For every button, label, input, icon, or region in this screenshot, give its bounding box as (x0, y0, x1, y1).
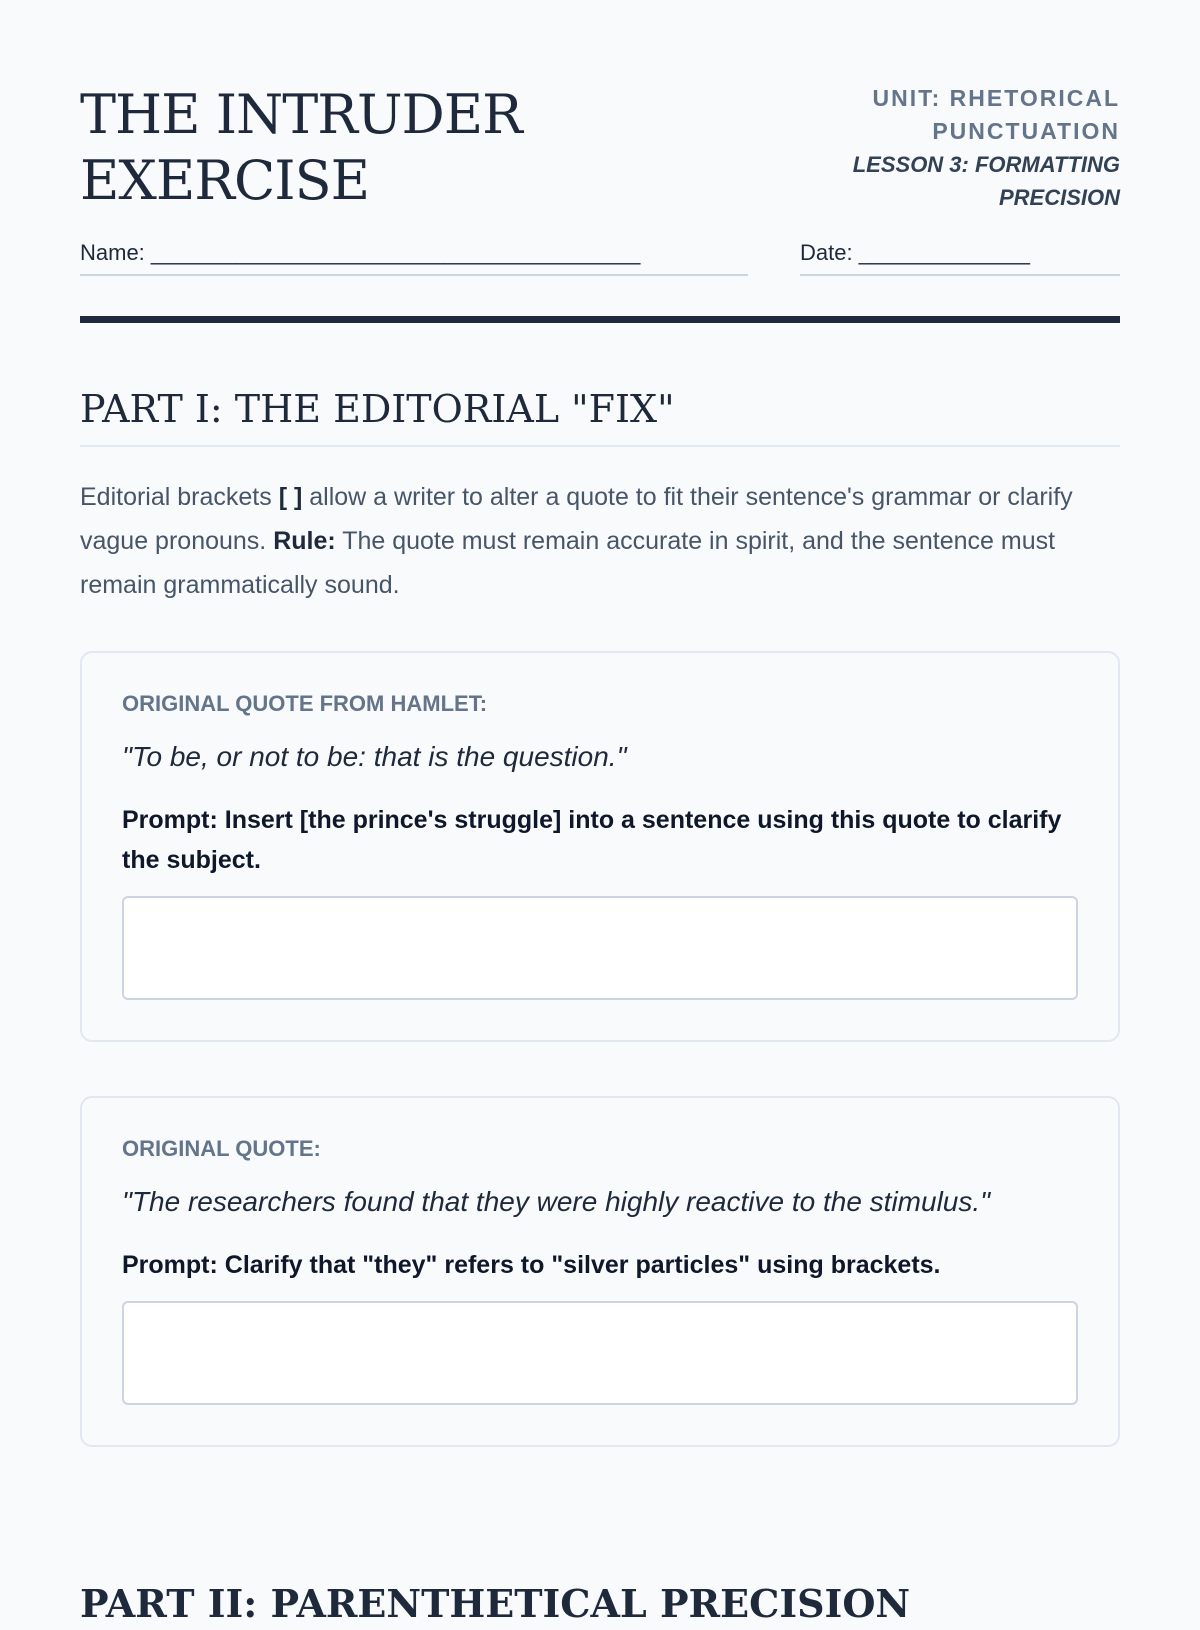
quote-source-label: ORIGINAL QUOTE FROM HAMLET: (122, 691, 488, 716)
quote-source-label: ORIGINAL QUOTE: (122, 1136, 321, 1161)
intro-rule-label: Rule: (273, 527, 336, 555)
original-quote: "The researchers found that they were highly reactive to the stimulus." (122, 1186, 991, 1217)
unit-info (820, 82, 1120, 214)
exercise-card (80, 1096, 1120, 1447)
worksheet-title: THE INTRUDER EXERCISE (80, 83, 522, 212)
part1-intro (80, 475, 1120, 607)
worksheet-header (80, 0, 1120, 214)
student-fields (80, 240, 1120, 276)
unit-label: UNIT: RHETORICAL PUNCTUATION (872, 85, 1120, 144)
intro-text-start: Editorial brackets (80, 483, 279, 511)
header-divider (80, 316, 1120, 323)
part1-title: PART I: THE EDITORIAL "FIX" (80, 383, 1120, 447)
date-field[interactable]: Date: ______________ (800, 240, 1120, 276)
name-field[interactable]: Name: ________________________________________ (80, 240, 748, 276)
lesson-label: LESSON 3: FORMATTING PRECISION (852, 152, 1120, 210)
answer-input[interactable] (122, 1301, 1078, 1405)
intro-text-end: The quote must remain accurate in spirit, and the sentence must remain grammatically sound. (80, 527, 1056, 599)
part2-title: PART II: PARENTHETICAL PRECISION (80, 1581, 911, 1626)
exercise-card (80, 651, 1120, 1042)
answer-input[interactable] (122, 896, 1078, 1000)
intro-text-middle: allow a writer to alter a quote to fit their sentence's grammar or clarify vague pronouns. (80, 483, 1073, 555)
exercise-prompt: Prompt: Clarify that "they" refers to "silver particles" using brackets. (122, 1251, 941, 1279)
exercise-prompt: Prompt: Insert [the prince's struggle] into a sentence using this quote to clarify the subject. (122, 806, 1062, 874)
original-quote: "To be, or not to be: that is the question." (122, 741, 627, 772)
intro-brackets: [ ] (278, 483, 303, 511)
